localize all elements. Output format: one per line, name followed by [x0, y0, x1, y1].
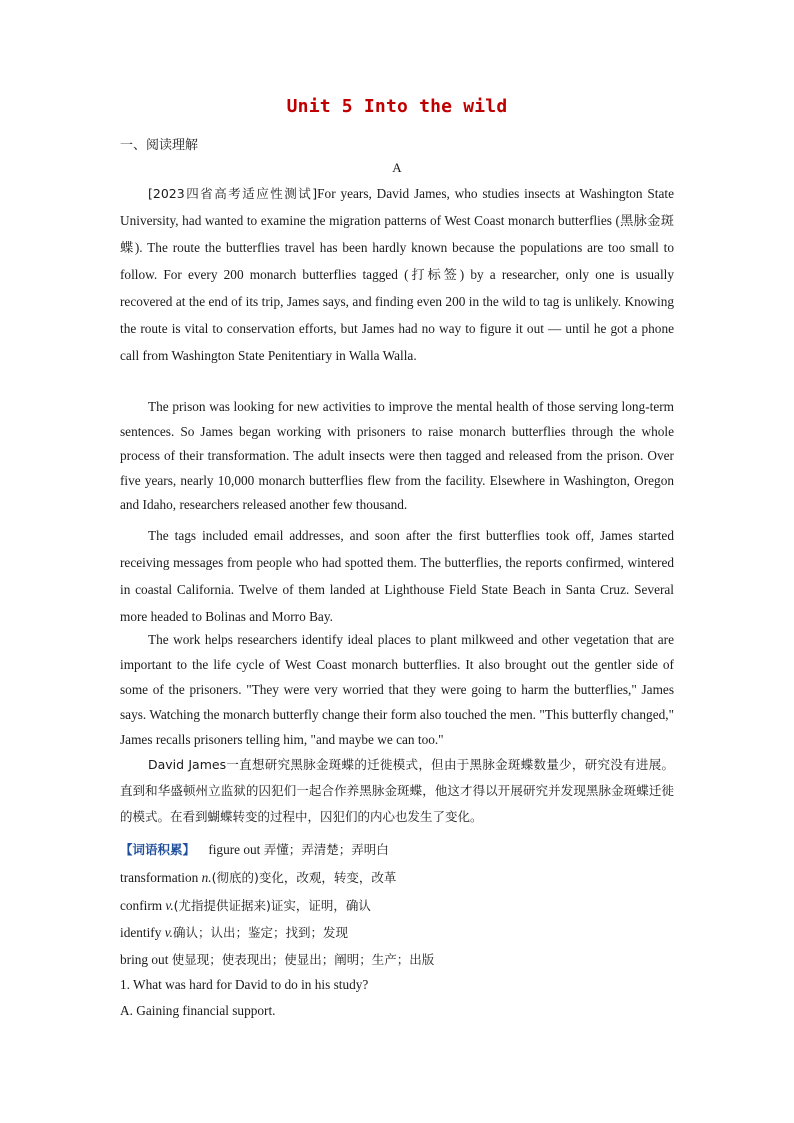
vocab-meaning: 确认；认出；鉴定；找到；发现	[172, 925, 348, 940]
vocab-pos: v.	[165, 898, 174, 913]
summary-text: David James一直想研究黑脉金斑蝶的迁徙模式，但由于黑脉金斑蝶数量少，研究没有进展。直到和华盛顿州立监狱的囚犯们一起合作养黑脉金斑蝶，他这才得以开展研究并发现黑脉金斑蝶迁徙的模式。在看到蝴蝶转变的过程中，囚犯们的内心也发生了变化。	[120, 757, 674, 824]
vocab-meaning: (尤指提供证据来)证实，证明，确认	[173, 898, 371, 913]
vocab-meaning: 使显现；使表现出；使显出；阐明；生产；出版	[171, 952, 435, 967]
paragraph-3	[120, 522, 674, 630]
paragraph-1-text: For years, David James, who studies insects at Washington State University, had wanted to examine the migration patterns of West Coast monarch butterflies (黑脉金斑蝶). The route the butterflies travel has been hardly known because the populations are too small to follow. For every 200 monarch butterflies tagged (打标签) by a researcher, only one is usually recovered at the end of its trip, James says, and finding even 200 in the wild to tag is unlikely. Knowing the route is vital to conservation efforts, but James had no way to figure it out — until he got a phone call from Washington State Penitentiary in Walla Walla.	[120, 186, 674, 363]
paragraph-5-summary	[120, 752, 674, 830]
paragraph-1	[120, 180, 674, 369]
vocab-term: transformation	[120, 870, 199, 885]
vocab-pos: n.	[201, 870, 212, 885]
vocab-heading: 【词语积累】	[120, 842, 196, 857]
section-heading: 一、阅读理解	[120, 138, 199, 153]
vocab-meaning: 弄懂；弄清楚；弄明白	[263, 842, 389, 857]
vocab-term: identify	[120, 925, 162, 940]
vocab-term: figure out	[208, 842, 261, 857]
vocab-line-5	[120, 950, 434, 968]
vocab-pos: v.	[164, 925, 173, 940]
vocab-line-2	[120, 868, 396, 886]
question-1-stem: 1. What was hard for David to do in his study?	[120, 977, 369, 992]
vocab-line-4	[120, 923, 348, 941]
vocab-term: confirm	[120, 898, 163, 913]
paragraph-3-text: The tags included email addresses, and soon after the first butterflies took off, James started receiving messages from people who had spotted them. The butterflies, the reports confirmed, wintered in coastal California. Twelve of them landed at Lighthouse Field State Beach in Santa Cruz. Several more headed to Bolinas and Morro Bay.	[120, 528, 674, 624]
paragraph-2-text: The prison was looking for new activities to improve the mental health of those serving long-term sentences. So James began working with prisoners to raise monarch butterflies through the whole process of their transformation. The adult insects were then tagged and released from the prison. Over five years, nearly 10,000 monarch butterflies flew from the facility. Elsewhere in Washington, Oregon and Idaho, researchers released another few thousand.	[120, 399, 674, 512]
paragraph-4-text: The work helps researchers identify ideal places to plant milkweed and other vegetation that are important to the life cycle of West Coast monarch butterflies. It also brought out the gentler side of some of the prisoners. "They were very worried that they were going to harm the butterflies," James says. Watching the monarch butterfly change their form also touched the men. "This butterfly changed," James recalls prisoners telling him, "and maybe we can too."	[120, 632, 674, 747]
vocab-term: bring out	[120, 952, 169, 967]
page-title: Unit 5 Into the wild	[286, 96, 508, 117]
question-1-option-a: A. Gaining financial support.	[120, 1003, 276, 1018]
paragraph-2	[120, 395, 674, 518]
vocab-line-1	[120, 840, 389, 858]
vocab-meaning: (彻底的)变化，改观，转变，改革	[211, 870, 397, 885]
paragraph-4	[120, 627, 674, 752]
passage-letter: A	[392, 160, 402, 175]
source-tag: [2023四省高考适应性测试]	[148, 186, 318, 201]
vocab-line-3	[120, 896, 371, 914]
